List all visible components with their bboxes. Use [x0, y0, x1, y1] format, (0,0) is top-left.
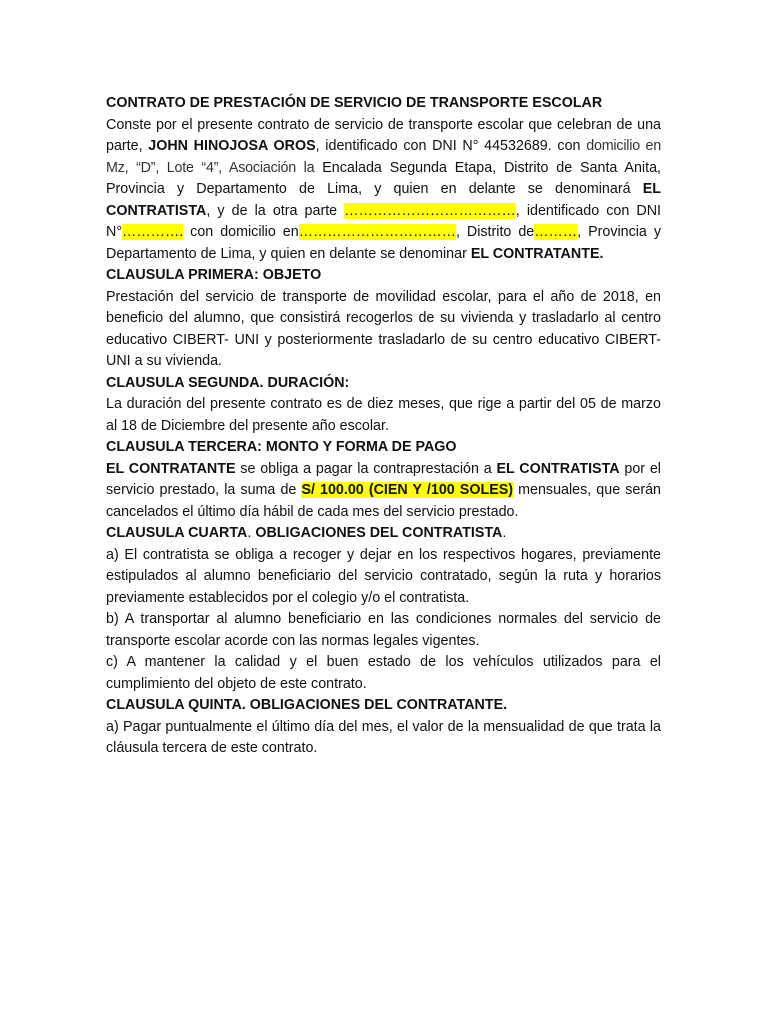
document-body — [106, 93, 661, 760]
clause2-heading: CLAUSULA SEGUNDA. DURACIÓN: — [106, 374, 350, 391]
clause4-heading-end: . — [502, 525, 507, 541]
intro-paragraph — [106, 115, 661, 266]
clause3-text — [106, 459, 661, 524]
payment-amount: S/ 100.00 (CIEN Y /100 SOLES) — [301, 482, 514, 498]
clause4-item-a: a) El contratista se obliga a recoger y dejar en los respectivos hogares, previamente estipulados al alumno beneficiario del servicio contratado, según la ruta y horarios previamente establecidos por el colegio y/o el contratista. — [106, 546, 661, 606]
blank-district-field: ……… — [534, 224, 578, 240]
intro-text-3: domicilio en Mz, “D”, Lote “4”, Asociación la — [106, 138, 662, 176]
blank-name-field: ……………………………… — [344, 202, 516, 219]
el-contratista-label: EL CONTRATISTA — [106, 181, 661, 219]
clause3-text-1: se obliga a pagar la contraprestación a — [235, 460, 497, 477]
clause3-heading: CLAUSULA TERCERA: MONTO Y FORMA DE PAGO — [106, 439, 457, 455]
intro-text-2: , identificado con DNI N° 44532689. con — [315, 138, 587, 154]
intro-text-5: , y de la otra parte — [206, 202, 345, 219]
blank-address-field: …………………………… — [298, 224, 456, 240]
clause3-contratista-label: EL CONTRATISTA — [496, 460, 620, 477]
clause5-heading: CLAUSULA QUINTA. OBLIGACIONES DEL CONTRATANTE. — [106, 697, 508, 713]
clause4-heading — [106, 523, 661, 545]
clause3-contratante-label: EL CONTRATANTE — [106, 460, 236, 477]
intro-text-7: con domicilio en — [183, 224, 299, 240]
blank-dni-field: …………. — [122, 224, 184, 240]
clause4-item-b: b) A transportar al alumno beneficiario en las condiciones normales del servicio de transporte escolar acorde con las normas legales vigentes. — [106, 611, 661, 649]
clause4-heading-dot: . — [247, 525, 256, 541]
document-title: CONTRATO DE PRESTACIÓN DE SERVICIO DE TRANSPORTE ESCOLAR — [106, 95, 603, 111]
clause1-heading: CLAUSULA PRIMERA: OBJETO — [106, 267, 322, 283]
intro-text-9: , Provincia y Departamento de Lima, y quien en delante se denominar — [106, 224, 661, 262]
intro-text-4: Encalada Segunda Etapa, Distrito de Santa Anita, Provincia y Departamento de Lima, y quien en delante se denominará — [106, 159, 661, 197]
intro-text-8: , Distrito de — [455, 224, 535, 240]
clause3-text-2: por el servicio prestado, la suma de — [106, 460, 661, 498]
intro-text-6: , identificado con DNI N° — [106, 202, 661, 240]
clause4-heading-b: OBLIGACIONES DEL CONTRATISTA — [255, 525, 503, 541]
intro-text-1: Conste por el presente contrato de servicio de transporte escolar que celebran de una parte, — [106, 116, 661, 154]
el-contratante-label: EL CONTRATANTE. — [470, 245, 604, 262]
clause4-item-c: c) A mantener la calidad y el buen estado de los vehículos utilizados para el cumplimiento del objeto de este contrato. — [106, 654, 661, 692]
clause3-text-3: mensuales, que serán cancelados el último día hábil de cada mes del servicio prestado. — [106, 482, 661, 520]
clause1-text: Prestación del servicio de transporte de movilidad escolar, para el año de 2018, en beneficio del alumno, que consistirá recogerlos de su vivienda y trasladarlo al centro educativo CIBERT- UNI y posteriormente trasladarlo de su centro educativo CIBERT- UNI a su vivienda. — [106, 288, 661, 369]
clause4-heading-a: CLAUSULA CUARTA — [106, 525, 248, 541]
clause5-item-a: a) Pagar puntualmente el último día del mes, el valor de la mensualidad de que trata la cláusula tercera de este contrato. — [106, 718, 661, 756]
clause2-text: La duración del presente contrato es de diez meses, que rige a partir del 05 de marzo al 18 de Diciembre del presente año escolar. — [106, 396, 661, 434]
contratista-name: JOHN HINOJOSA OROS — [148, 138, 316, 154]
